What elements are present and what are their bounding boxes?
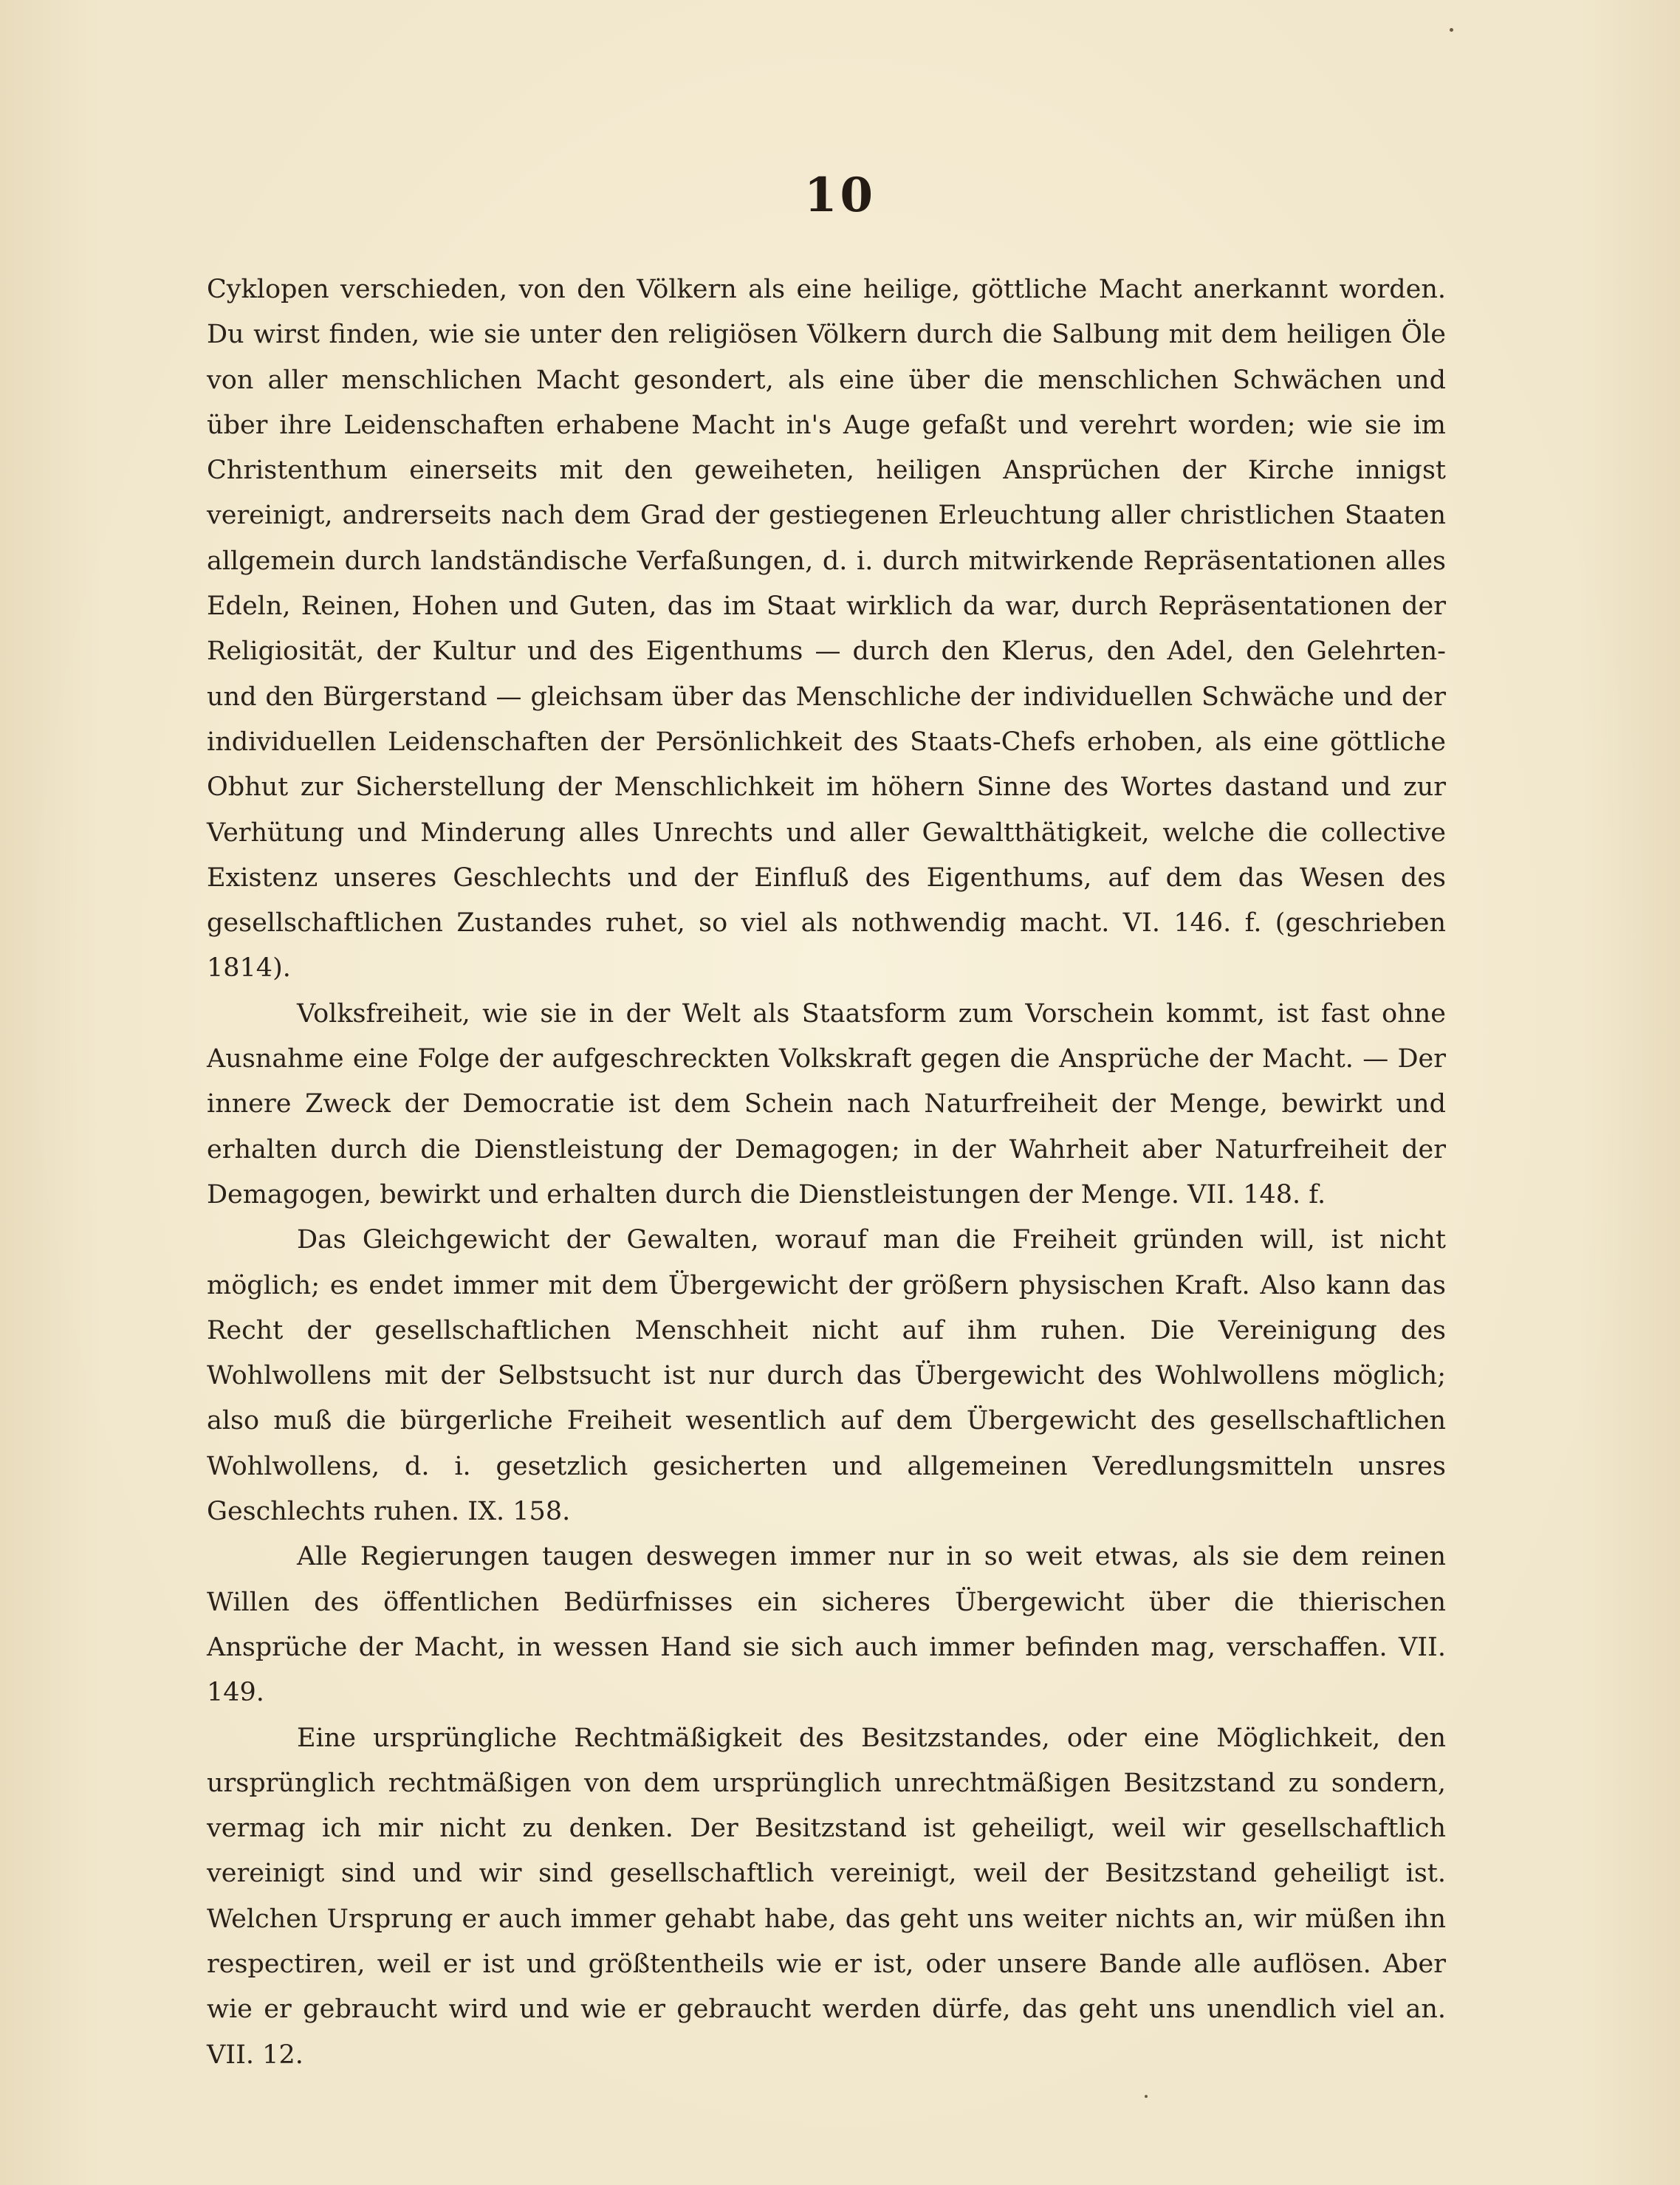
paragraph-2: Volksfreiheit, wie sie in der Welt als Staatsform zum Vorschein kommt, ist fast ohne Ausnahme eine Folge der aufgeschreckten Volkskraft gegen die Ansprüche der Macht. — Der innere Zweck der Democratie ist dem Schein nach Naturfreiheit der Menge, bewirkt und erhalten durch die Dienstleistung der Demagogen; in der Wahrheit aber Naturfreiheit der Demagogen, bewirkt und erhalten durch die Dienstleistungen der Menge. VII. 148. f. (207, 998, 1446, 1210)
paragraph-3: Das Gleichgewicht der Gewalten, worauf man die Freiheit gründen will, ist nicht möglich; es endet immer mit dem Übergewicht der größern physischen Kraft. Also kann das Recht der gesellschaftlichen Menschheit nicht auf ihm ruhen. Die Vereinigung des Wohlwollens mit der Selbstsucht ist nur durch das Übergewicht des Wohlwollens möglich; also muß die bürgerliche Freiheit wesentlich auf dem Übergewicht des gesellschaftlichen Wohlwollens, d. i. gesetzlich gesicherten und allgemeinen Veredlungsmitteln unsres Geschlechts ruhen. IX. 158. (207, 1225, 1446, 1527)
paper-speck (1145, 2095, 1148, 2098)
paragraph-4: Alle Regierungen taugen deswegen immer nur in so weit etwas, als sie dem reinen Willen des öffentlichen Bedürfnisses ein sicheres Übergewicht über die thierischen Ansprüche der Macht, in wessen Hand sie sich auch immer befinden mag, verschaffen. VII. 149. (207, 1542, 1446, 1708)
body-text (207, 267, 1446, 2078)
paragraph-5: Eine ursprüngliche Rechtmäßigkeit des Besitzstandes, oder eine Möglichkeit, den ursprünglich rechtmäßigen von dem ursprünglich unrechtmäßigen Besitzstand zu sondern, vermag ich mir nicht zu denken. Der Besitzstand ist geheiligt, weil wir gesellschaftlich vereinigt sind und wir sind gesellschaftlich vereinigt, weil der Besitzstand geheiligt ist. Welchen Ursprung er auch immer gehabt habe, das geht uns weiter nichts an, wir müßen ihn respectiren, weil er ist und größtentheils wie er ist, oder unsere Bande alle auflösen. Aber wie er gebraucht wird und wie er gebraucht werden dürfe, das geht uns unendlich viel an. VII. 12. (207, 1723, 1446, 2070)
paper-speck (1450, 28, 1453, 32)
page-number: 10 (803, 168, 877, 223)
paragraph-1: Cyklopen verschieden, von den Völkern als eine heilige, göttliche Macht anerkannt worden. Du wirst finden, wie sie unter den religiösen Völkern durch die Salbung mit dem heiligen Öle von aller menschlichen Macht gesondert, als eine über die menschlichen Schwächen und über ihre Leidenschaften erhabene Macht in's Auge gefaßt und verehrt worden; wie sie im Christenthum einerseits mit den geweiheten, heiligen Ansprüchen der Kirche innigst vereinigt, andrerseits nach dem Grad der gestiegenen Erleuchtung aller christlichen Staaten allgemein durch landständische Verfaßungen, d. i. durch mitwirkende Repräsentationen alles Edeln, Reinen, Hohen und Guten, das im Staat wirklich da war, durch Repräsentationen der Religiosität, der Kultur und des Eigenthums — durch den Klerus, den Adel, den Gelehrten- und den Bürgerstand — gleichsam über das Menschliche der individuellen Schwäche und der individuellen Leidenschaften der Persönlichkeit des Staats-Chefs erhoben, als eine göttliche Obhut zur Sicherstellung der Menschlichkeit im höhern Sinne des Wortes dastand und zur Verhütung und Minderung alles Unrechts und aller Gewaltthätigkeit, welche die collective Existenz unseres Geschlechts und der Einfluß des Eigenthums, auf dem das Wesen des gesellschaftlichen Zustandes ruhet, so viel als nothwendig macht. VI. 146. f. (geschrieben 1814). (207, 275, 1446, 984)
